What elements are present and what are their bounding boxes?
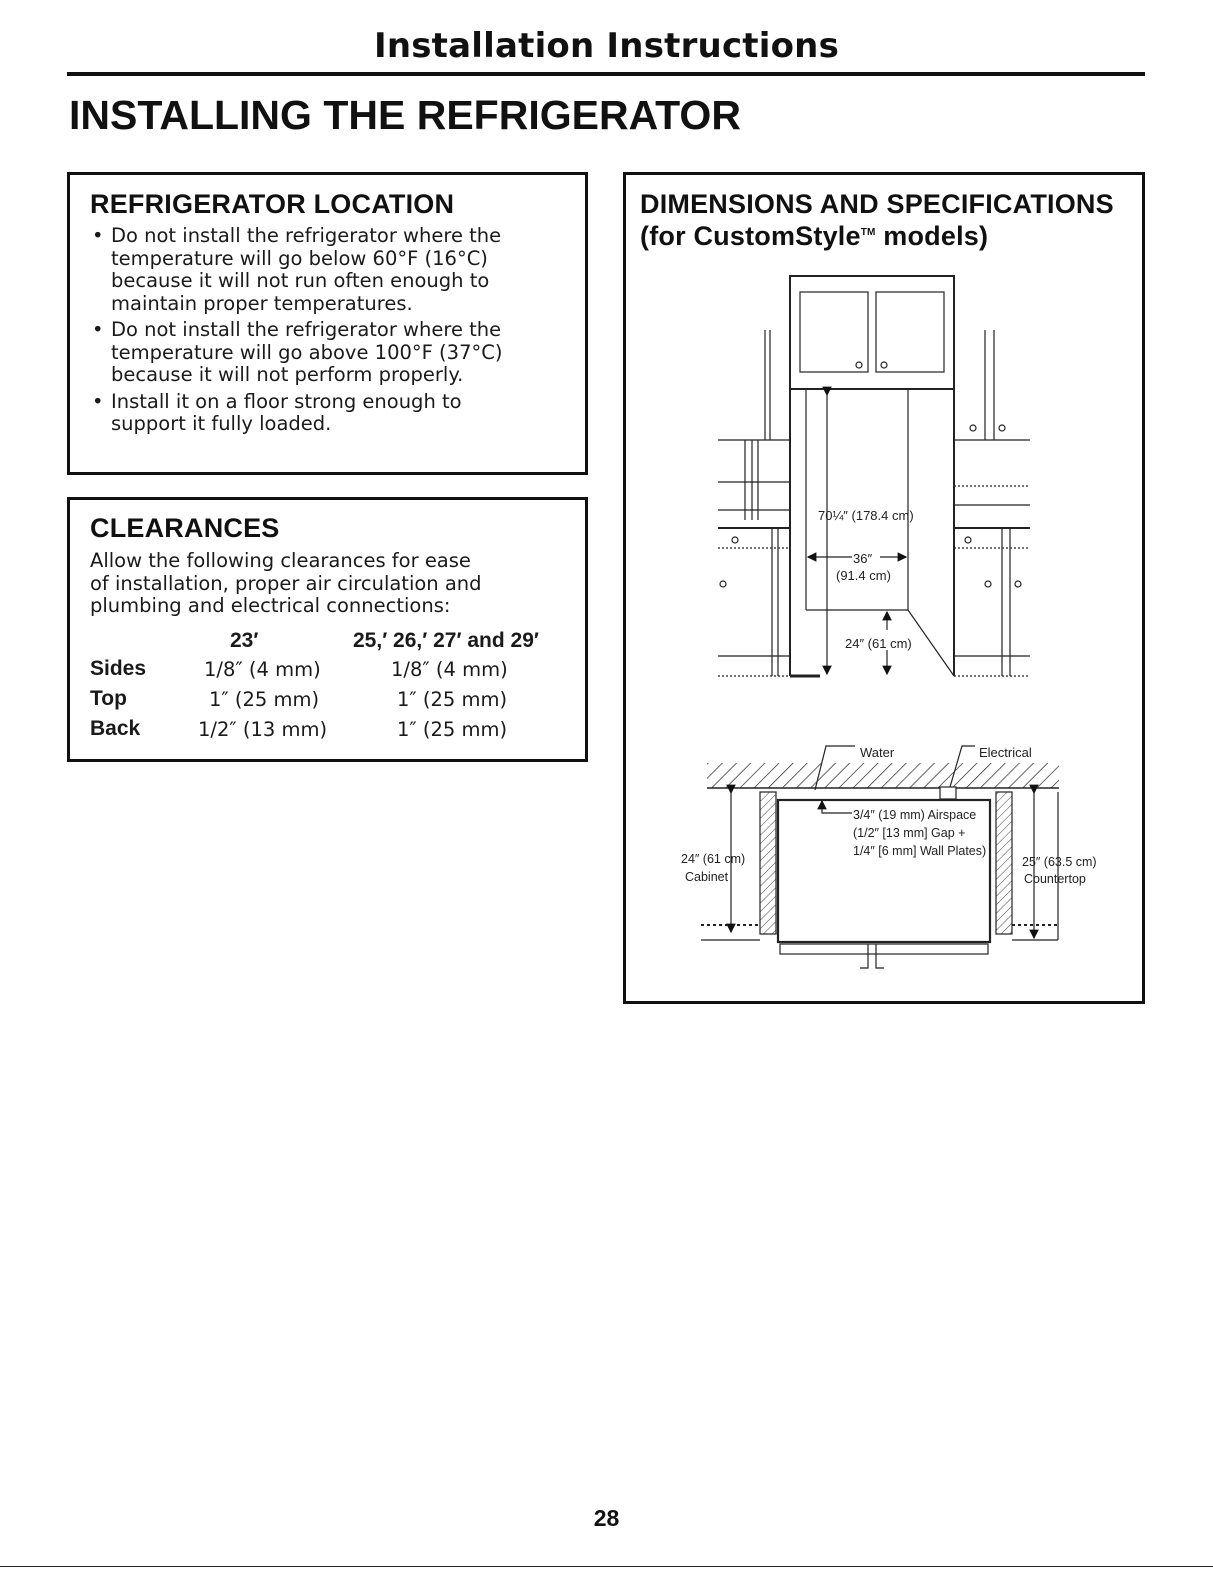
door-handle-icon <box>860 944 884 968</box>
bullet-line: because it will not run often enough to <box>111 269 490 292</box>
cabinet-label-line2: Cabinet <box>685 870 729 884</box>
cabinet-label-line1: 24″ (61 cm) <box>681 852 746 866</box>
knob-icon <box>965 537 971 543</box>
row-label-sides: Sides <box>90 657 147 680</box>
width-label-in: 36″ <box>853 551 873 566</box>
front-view <box>718 276 1030 676</box>
upper-cabinet-door-right <box>876 292 944 372</box>
row-label-back: Back <box>90 717 141 740</box>
knob-icon <box>856 362 862 368</box>
bullet-icon: • <box>92 389 104 413</box>
location-title: REFRIGERATOR LOCATION <box>90 189 455 219</box>
knob-icon <box>1015 581 1021 587</box>
left-wall-plate <box>760 792 776 934</box>
knob-icon <box>732 537 738 543</box>
intro-line: Allow the following clearances for ease <box>90 549 471 572</box>
row-label-top: Top <box>90 687 127 710</box>
airspace-arrow <box>822 801 852 813</box>
sides-value-25-29: 1/8″ (4 mm) <box>391 658 508 681</box>
back-value-25-29: 1″ (25 mm) <box>397 718 508 741</box>
bullet-line: temperature will go above 100°F (37°C) <box>111 340 503 364</box>
right-wall-plate <box>996 792 1012 934</box>
knob-icon <box>970 425 976 431</box>
bullet-line: maintain proper temperatures. <box>111 291 413 315</box>
top-value-23: 1″ (25 mm) <box>209 688 320 711</box>
back-value-23: 1/2″ (13 mm) <box>198 718 328 741</box>
intro-line: plumbing and electrical connections: <box>90 594 451 617</box>
header-title: Installation Instructions <box>373 26 840 66</box>
bottom-rule <box>0 1566 1213 1567</box>
width-label-cm: (91.4 cm) <box>836 568 891 583</box>
electrical-outlet-icon <box>940 787 956 799</box>
airspace-label-line2: (1/2″ [13 mm] Gap + <box>853 826 966 840</box>
clearances-title: CLEARANCES <box>90 513 280 543</box>
floor-perspective <box>908 610 954 676</box>
electrical-label: Electrical <box>979 745 1032 760</box>
bullet-icon: • <box>92 224 104 247</box>
trademark-symbol: TM <box>860 227 876 238</box>
depth-label: 24″ (61 cm) <box>845 636 912 651</box>
knob-icon <box>720 581 726 587</box>
upper-cabinet-door-left <box>800 292 868 372</box>
knob-icon <box>985 581 991 587</box>
bullet-icon: • <box>92 318 104 341</box>
subtitle-prefix: (for CustomStyle <box>640 221 861 251</box>
page-heading: INSTALLING THE REFRIGERATOR <box>69 92 741 138</box>
top-value-25-29: 1″ (25 mm) <box>397 688 508 711</box>
bullet-line: Do not install the refrigerator where the <box>111 318 502 341</box>
countertop-label-line2: Countertop <box>1024 872 1086 886</box>
refrigerator-door-plan <box>780 944 988 954</box>
column-header-23: 23′ <box>230 629 259 652</box>
airspace-label-line1: 3/4″ (19 mm) Airspace <box>853 808 977 822</box>
bullet-line: Install it on a floor strong enough to <box>111 389 462 413</box>
bullet-line: Do not install the refrigerator where the <box>111 224 502 247</box>
column-header-25-29: 25,′ 26,′ 27′ and 29′ <box>353 629 539 652</box>
dimensions-title: DIMENSIONS AND SPECIFICATIONS <box>640 189 1114 219</box>
knob-icon <box>999 425 1005 431</box>
bullet-line: temperature will go below 60°F (16°C) <box>111 246 488 270</box>
wall-hatch <box>707 763 1059 788</box>
bullet-line: support it fully loaded. <box>111 412 332 435</box>
height-label: 70¼″ (178.4 cm) <box>818 508 914 523</box>
airspace-label-line3: 1/4″ [6 mm] Wall Plates) <box>853 844 987 858</box>
subtitle-suffix: models) <box>875 221 989 251</box>
sides-value-23: 1/8″ (4 mm) <box>204 658 321 681</box>
countertop-label-line1: 25″ (63.5 cm) <box>1022 855 1097 869</box>
intro-line: of installation, proper air circulation and <box>90 571 482 595</box>
page-number: 28 <box>593 1505 620 1531</box>
water-label: Water <box>860 745 895 760</box>
bullet-line: because it will not perform properly. <box>111 363 464 386</box>
knob-icon <box>881 362 887 368</box>
